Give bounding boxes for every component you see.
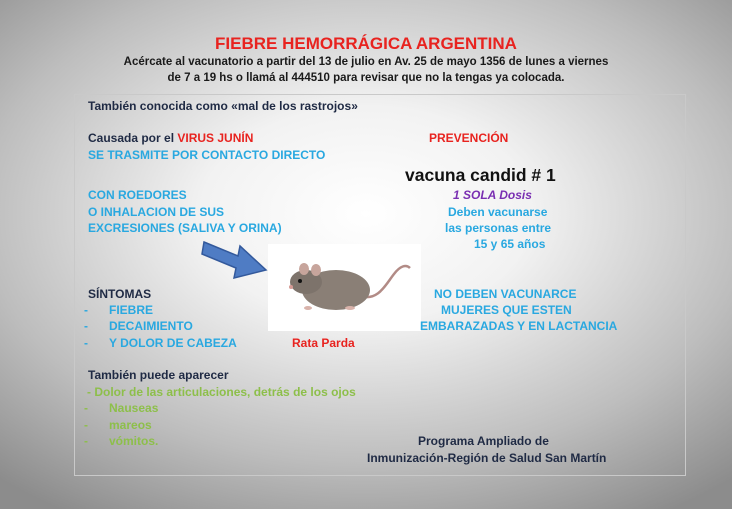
header-info-line-2: de 7 a 19 hs o llamá al 444510 para revisar que no la tengas ya colocada. (167, 72, 565, 84)
cause-line-3: EXCRESIONES (SALIVA Y ORINA) (88, 221, 282, 235)
prevention-line-1: Deben vacunarse (448, 205, 548, 219)
program-line-2: Inmunización-Región de Salud San Martín (367, 451, 607, 465)
program-line-1: Programa Ampliado de (418, 434, 549, 448)
also-line-1: - Dolor de las articulaciones, detrás de los ojos (87, 385, 356, 399)
vaccine-name: vacuna candid # 1 (405, 165, 556, 185)
no-vaccinate-line-2: EMBARAZADAS Y EN LACTANCIA (420, 319, 618, 333)
symptom-dash-1: - (84, 303, 88, 317)
also-item-2: mareos (109, 418, 152, 432)
also-dash-1: - (84, 401, 88, 415)
no-vaccinate-line-1: MUJERES QUE ESTEN (441, 303, 572, 317)
cause-line (88, 131, 253, 145)
cause-prefix: Causada por el (88, 131, 178, 145)
symptom-dash-2: - (84, 319, 88, 333)
symptom-dash-3: - (84, 336, 88, 350)
virus-name: VIRUS JUNÍN (177, 131, 254, 145)
prevention-line-3: 15 y 65 años (474, 237, 546, 251)
cause-line-2: O INHALACION DE SUS (88, 205, 225, 219)
also-item-3: vómitos. (109, 434, 159, 448)
also-item-1: Nauseas (109, 401, 159, 415)
contact-line: SE TRASMITE POR CONTACTO DIRECTO (88, 148, 326, 162)
aka-suffix: » (351, 99, 358, 113)
prevention-heading: PREVENCIÓN (429, 131, 509, 145)
rat-illustration (268, 244, 421, 331)
cause-line-1: CON ROEDORES (88, 188, 187, 202)
also-dash-3: - (84, 434, 88, 448)
no-vaccinate-heading: NO DEBEN VACUNARCE (434, 287, 577, 301)
rat-caption: Rata Parda (292, 336, 355, 350)
symptom-item-3: Y DOLOR DE CABEZA (109, 336, 237, 350)
arrow-right-icon (200, 238, 270, 282)
prevention-line-2: las personas entre (445, 221, 552, 235)
also-heading: También puede aparecer (88, 368, 229, 382)
aka-name: mal de los rastrojos (237, 99, 352, 113)
header-info-line-1: Acércate al vacunatorio a partir del 13 de julio en Av. 25 de mayo 1356 de lunes a viernes (123, 56, 609, 68)
aka-line (88, 99, 358, 113)
symptom-item-2: DECAIMIENTO (109, 319, 193, 333)
symptom-item-1: FIEBRE (109, 303, 154, 317)
symptoms-heading: SÍNTOMAS (88, 287, 152, 301)
dose-text: 1 SOLA Dosis (453, 188, 532, 202)
page-title: FIEBRE HEMORRÁGICA ARGENTINA (215, 34, 517, 53)
aka-prefix: También conocida como « (88, 99, 238, 113)
also-dash-2: - (84, 418, 88, 432)
rat-image (268, 244, 421, 331)
